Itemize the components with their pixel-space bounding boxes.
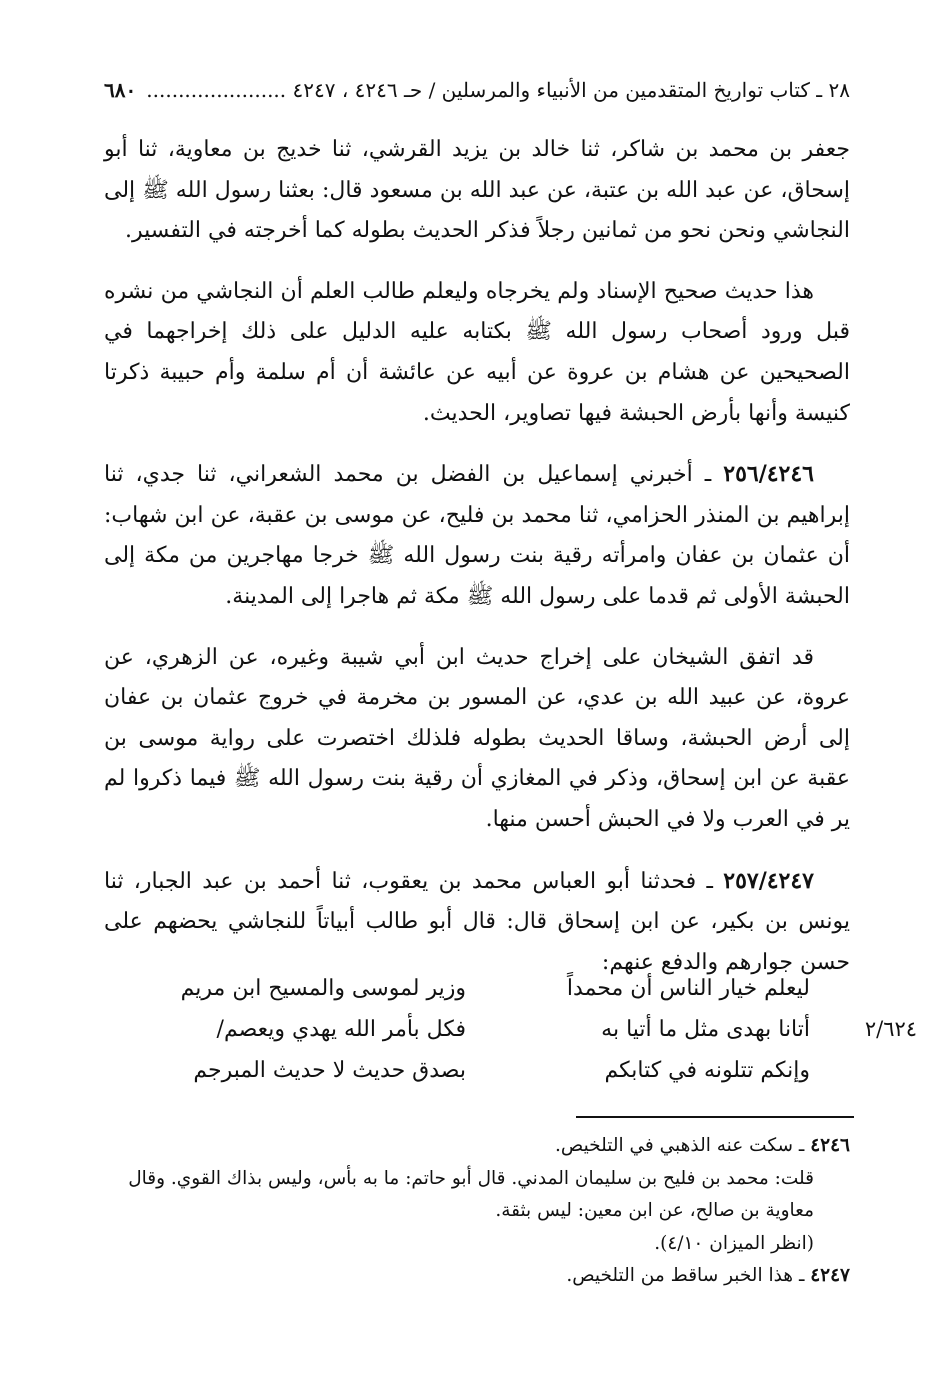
paragraph-continuation: [104, 130, 850, 252]
footnotes: [104, 1130, 850, 1293]
paragraph-commentary: [104, 638, 850, 841]
leader-dots: ......................: [146, 78, 287, 102]
footnote-text: ـ هذا الخبر ساقط من التلخيص.: [566, 1265, 811, 1286]
paragraph-text: جعفر بن محمد بن شاكر، ثنا خالد بن يزيد القرشي، ثنا خديج بن معاوية، ثنا أبو إسحاق، عن عبد الله بن عتبة، عن عبد الله بن مسعود قال: بعثنا رسول الله ﷺ إلى النجاشي ونحن نحو من ثمانين رجلاً فذكر الحديث بطوله كما أخرجته في التفسير.: [104, 137, 850, 244]
verse-second-hemistich: بصدق حديث لا حديث المبرجم: [193, 1058, 466, 1083]
footnote-text: (انظر الميزان ٤/١٠).: [654, 1232, 814, 1254]
footnote-text: ـ سكت عنه الذهبي في التلخيص.: [555, 1135, 811, 1156]
verse-first-hemistich: ليعلم خيار الناس أن محمداً: [566, 976, 810, 1001]
poem-verse: [150, 1050, 810, 1091]
paragraph-text: ـ فحدثنا أبو العباس محمد بن يعقوب، ثنا أحمد بن عبد الجبار، ثنا يونس بن بكير، عن ابن إسحاق قال: قال أبو طالب أبياتاً للنجاشي يحضهم على حسن جوارهم والدفع عنهم:: [104, 868, 850, 975]
footnote: [104, 1260, 850, 1293]
hadith-number: ٢٥٦/٤٢٤٦: [723, 461, 814, 488]
poem-verse: [150, 1009, 810, 1050]
footnote-number: ٤٢٤٧: [810, 1265, 850, 1286]
paragraph-text: قد اتفق الشيخان على إخراج حديث ابن أبي شيبة وغيره، عن الزهري، عن عروة، عن عبيد الله بن عدي، عن المسور بن مخرمة في خروج عثمان بن عفان إلى أرض الحبشة، وساقا الحديث بطوله فلذلك اختصرت على رواية موسى بن عقبة عن ابن إسحاق، وذكر في المغازي أن رقية بنت رسول الله ﷺ فيما ذكروا لم ير في العرب ولا في الحبش أحسن منها.: [104, 644, 850, 832]
verse-second-hemistich: وزير لموسى والمسيح ابن مريم: [180, 976, 466, 1001]
running-title: [146, 74, 850, 106]
footnote-text: قلت: محمد بن فليح بن سليمان المدني. قال أبو حاتم: ما به بأس، وليس بذاك القوي. وقال معاوية بن صالح، عن ابن معين: ليس بثقة.: [128, 1167, 814, 1221]
paragraph-text: هذا حديث صحيح الإسناد ولم يخرجاه وليعلم طالب العلم أن النجاشي من نشره قبل ورود أصحاب رسول الله ﷺ بكتابه عليه الدليل على ذلك إخراجهما في الصحيحين عن هشام بن عروة عن أبيه عن عائشة أن أم سلمة وأم حبيبة ذكرتا كنيسة وأنها بأرض الحبشة فيها تصاوير، الحديث.: [104, 278, 850, 426]
main-text: [104, 130, 850, 1003]
verse-second-hemistich: فكل بأمر الله يهدي ويعصم/: [216, 1017, 466, 1042]
footnote-subtext: [104, 1228, 850, 1261]
page-number: ٦٨٠: [104, 78, 137, 102]
footnote: [104, 1130, 850, 1163]
hadith-number: ٢٥٧/٤٢٤٧: [723, 867, 814, 894]
verse-first-hemistich: أتانا بهدى مثل ما أتيا به: [601, 1017, 810, 1042]
verse-first-hemistich: وإنكم تتلونه في كتابكم: [604, 1058, 810, 1083]
footnote-number: ٤٢٤٦: [810, 1135, 850, 1156]
page-header: [104, 74, 850, 106]
running-title-text: ٢٨ ـ كتاب تواريخ المتقدمين من الأنبياء والمرسلين / حـ ٤٢٤٦ ، ٤٢٤٧: [292, 78, 850, 102]
paragraph-hadith-4247: [104, 861, 850, 984]
poem-verse: [150, 968, 810, 1009]
paragraph-hadith-4246: [104, 454, 850, 617]
footnote-subtext: [104, 1163, 850, 1228]
paragraph-commentary: [104, 272, 850, 434]
paragraph-text: ـ أخبرني إسماعيل بن الفضل بن محمد الشعراني، ثنا جدي، ثنا إبراهيم بن المنذر الحزامي، ثنا محمد بن فليح، عن موسى بن عقبة، عن ابن شهاب: أن عثمان بن عفان وامرأته رقية بنت رسول الله ﷺ خرجا مهاجرين من مكة إلى الحبشة الأولى ثم قدما على رسول الله ﷺ مكة ثم هاجرا إلى المدينة.: [104, 462, 850, 609]
poem: [150, 968, 810, 1091]
footnote-divider: [576, 1116, 854, 1118]
margin-reference: ٢/٦٢٤: [864, 1017, 918, 1041]
